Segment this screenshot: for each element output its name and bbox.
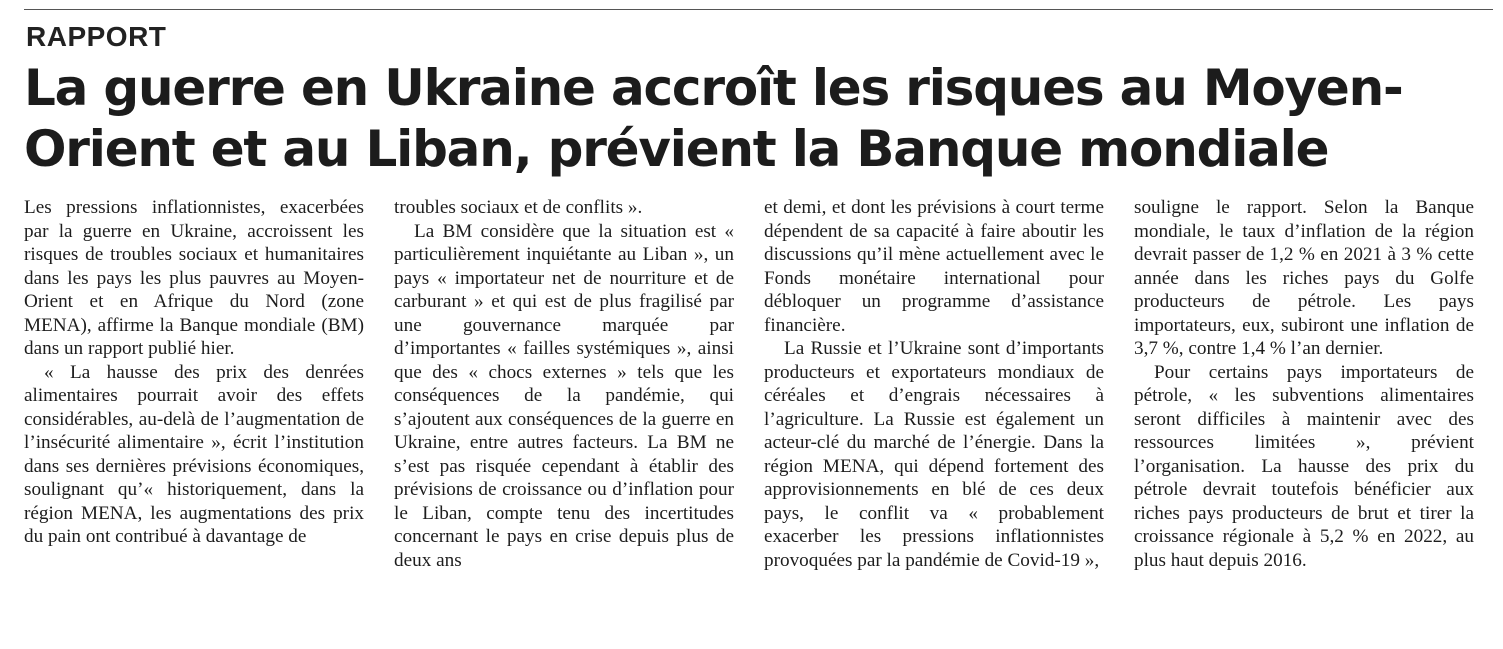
paragraph: La BM considère que la situation est « particulièrement inquiétante au Liban », un pays « importateur net de nourriture et de carburant » et qui est de plus fragilisé par une gouvernance marquée par d’importantes « failles systémiques », ainsi que des « chocs externes » tels que les conséquences de la pandémie, qui s’ajoutent aux conséquences de la guerre en Ukraine, entre autres facteurs. La BM ne s’est pas risquée cependant à établir des prévisions de croissance ou d’inflation pour le Liban, compte tenu des incertitudes concernant le pays en crise depuis plus de deux ans bbox=[394, 220, 734, 571]
paragraph-continuation: souligne le rapport. Selon la Banque mondiale, le taux d’inflation de la région devrait passer de 1,2 % en 2021 à 3 % cette année dans les riches pays du Golfe producteurs de pétrole. Les pays importateurs, eux, subiront une inflation de 3,7 %, contre 1,4 % l’an dernier. bbox=[1134, 197, 1474, 359]
paragraph: « La hausse des prix des denrées alimentaires pourrait avoir des effets considérables, au-delà de l’augmentation de l’insécurité alimentaire », écrit l’institution dans ses dernières prévisions économiques, soulignant qu’« historiquement, dans la région MENA, les augmentations des prix du pain ont contribué à davantage de bbox=[24, 361, 364, 547]
article-column-1 bbox=[24, 196, 364, 549]
paragraph: Les pressions inflationnistes, exacerbées par la guerre en Ukraine, accroissent les risques de troubles sociaux et humanitaires dans les pays les plus pauvres au Moyen-Orient et en Afrique du Nord (zone MENA), affirme la Banque mondiale (BM) dans un rapport publié hier. bbox=[24, 197, 364, 359]
paragraph: La Russie et l’Ukraine sont d’importants producteurs et exportateurs mondiaux de céréales et d’engrais nécessaires à l’agriculture. La Russie est également un acteur-clé du marché de l’énergie. Dans la région MENA, qui dépend fortement des approvisionnements en blé de ces deux pays, le conflit va « probablement exacerber les pressions inflationnistes provoquées par la pandémie de Covid-19 », bbox=[764, 338, 1104, 571]
article-column-3 bbox=[764, 196, 1104, 572]
article-column-2 bbox=[394, 196, 734, 572]
article-column-4 bbox=[1134, 196, 1474, 572]
article-body bbox=[0, 196, 1503, 616]
paragraph-continuation: et demi, et dont les prévisions à court terme dépendent de sa capacité à faire aboutir les discussions qu’il mène actuellement avec le Fonds monétaire international pour débloquer un programme d’assistance financière. bbox=[764, 197, 1104, 336]
paragraph: Pour certains pays importateurs de pétrole, « les subventions alimentaires seront difficiles à maintenir avec des ressources limitées », prévient l’organisation. La hausse des prix du pétrole devrait toutefois bénéficier aux riches pays producteurs de brut et tirer la croissance régionale à 5,2 % en 2022, au plus haut depuis 2016. bbox=[1134, 361, 1474, 571]
paragraph-continuation: troubles sociaux et de conflits ». bbox=[394, 197, 643, 218]
top-rule bbox=[24, 9, 1493, 10]
article-headline: La guerre en Ukraine accroît les risques au Moyen-Orient et au Liban, prévient la Banque mondiale bbox=[24, 59, 1403, 178]
section-kicker: RAPPORT bbox=[26, 21, 167, 52]
